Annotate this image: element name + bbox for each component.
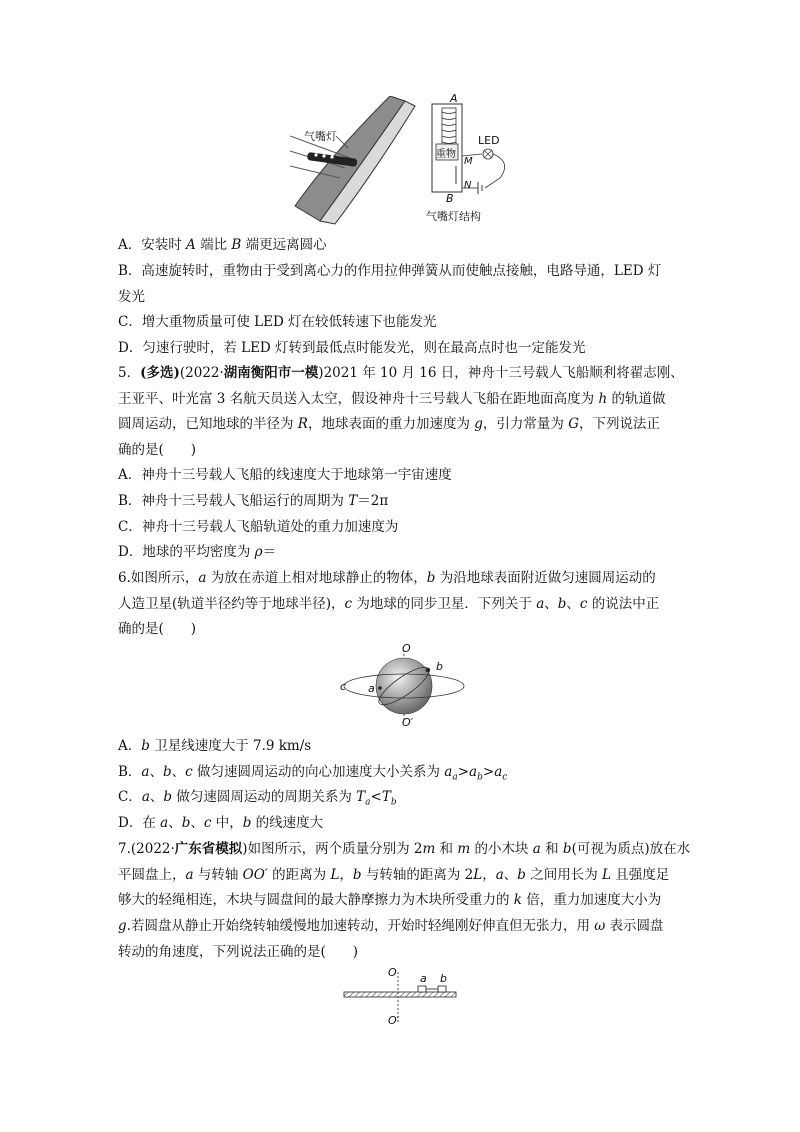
q4-option-a: A．安装时 A 端比 B 端更远离圆心 [118, 237, 327, 253]
figure-turntable [340, 966, 460, 1028]
q7-stem-line5: 转动的角速度，下列说法正确的是( ) [118, 944, 359, 960]
label-led: LED [478, 134, 500, 147]
turntable-label-a: a [420, 972, 427, 985]
figure-earth-satellites [340, 644, 470, 728]
q4-option-d: D．匀速行驶时，若 LED 灯转到最低点时能发光，则在最高点时也一定能发光 [118, 340, 586, 356]
earth-label-o: O [402, 642, 411, 655]
turntable-label-o: O [388, 966, 397, 979]
label-a: A [450, 92, 458, 105]
q5-option-c: C．神舟十三号载人飞船轨道处的重力加速度为 [118, 519, 399, 535]
q5-option-d: D．地球的平均密度为 ρ＝ [118, 544, 277, 560]
q5-option-b: B．神舟十三号载人飞船运行的周期为 T＝2π [118, 493, 389, 509]
structure-caption: 气嘴灯结构 [426, 210, 481, 223]
q5-stem-line1: 5．(多选)(2022·湖南衡阳市一模)2021 年 10 月 16 日，神舟十三号载人飞船顺利将翟志刚、 [118, 365, 684, 381]
label-weight: 重物 [436, 149, 456, 160]
turntable-label-b: b [440, 972, 447, 985]
q7-stem-line1: 7.(2022·广东省模拟)如图所示，两个质量分别为 2m 和 m 的小木块 a 和 b(可视为质点)放在水 [118, 841, 691, 857]
q7-stem-line2: 平圆盘上，a 与转轴 OO′ 的距离为 L，b 与转轴的距离为 2L，a、b 之间用长为 L 且强度足 [118, 867, 670, 883]
earth-label-b: b [436, 660, 443, 673]
label-b: B [446, 192, 454, 205]
lamp-label: 气嘴灯 [304, 130, 337, 143]
label-n: N [464, 180, 472, 191]
q6-stem-line1: 6.如图所示，a 为放在赤道上相对地球静止的物体，b 为沿地球表面附近做匀速圆周运动的 [118, 570, 656, 586]
q6-option-d: D．在 a、b、c 中，b 的线速度大 [118, 815, 324, 831]
q4-option-b-line2: 发光 [118, 289, 145, 305]
valve-lamp-diagram [290, 96, 520, 226]
q4-option-c: C．增大重物质量可使 LED 灯在较低转速下也能发光 [118, 314, 437, 330]
q5-stem-line4: 确的是( ) [118, 442, 197, 458]
q5-stem-line3: 圆周运动，已知地球的半径为 R，地球表面的重力加速度为 g，引力常量为 G，下列说法正 [118, 416, 661, 432]
label-m: M [464, 156, 473, 167]
figure-valve-lamp [290, 92, 520, 226]
q5-option-a: A．神舟十三号载人飞船的线速度大于地球第一宇宙速度 [118, 467, 452, 483]
q5-stem-line2: 王亚平、叶光富 3 名航天员送入太空，假设神舟十三号载人飞船在距地面高度为 h 的轨道做 [118, 391, 666, 407]
q7-stem-line3: 够大的轻绳相连，木块与圆盘间的最大静摩擦力为木块所受重力的 k 倍，重力加速度大小为 [118, 892, 662, 908]
q6-option-b: B．a、b、c 做匀速圆周运动的向心加速度大小关系为 $a_a>a_b>a_c$ [118, 764, 508, 783]
q4-option-b-line1: B．高速旋转时，重物由于受到离心力的作用拉伸弹簧从而使触点接触，电路导通，LED 灯 [118, 263, 662, 279]
earth-label-a: a [368, 682, 375, 695]
q6-option-a: A．b 卫星线速度大于 7.9 km/s [118, 738, 312, 754]
q6-option-c: C．a、b 做匀速圆周运动的周期关系为 $T_a<T_b$ [118, 789, 397, 808]
earth-label-o-prime: O′ [402, 716, 414, 729]
earth-label-c: c [340, 680, 347, 693]
q7-stem-line4: g.若圆盘从静止开始绕转轴缓慢地加速转动，开始时轻绳刚好伸直但无张力，用 ω 表示圆盘 [118, 918, 664, 934]
q6-stem-line3: 确的是( ) [118, 621, 197, 637]
q6-stem-line2: 人造卫星(轨道半径约等于地球半径)，c 为地球的同步卫星．下列关于 a、b、c 的说法中正 [118, 596, 660, 612]
turntable-label-o-prime: O′ [388, 1014, 400, 1027]
